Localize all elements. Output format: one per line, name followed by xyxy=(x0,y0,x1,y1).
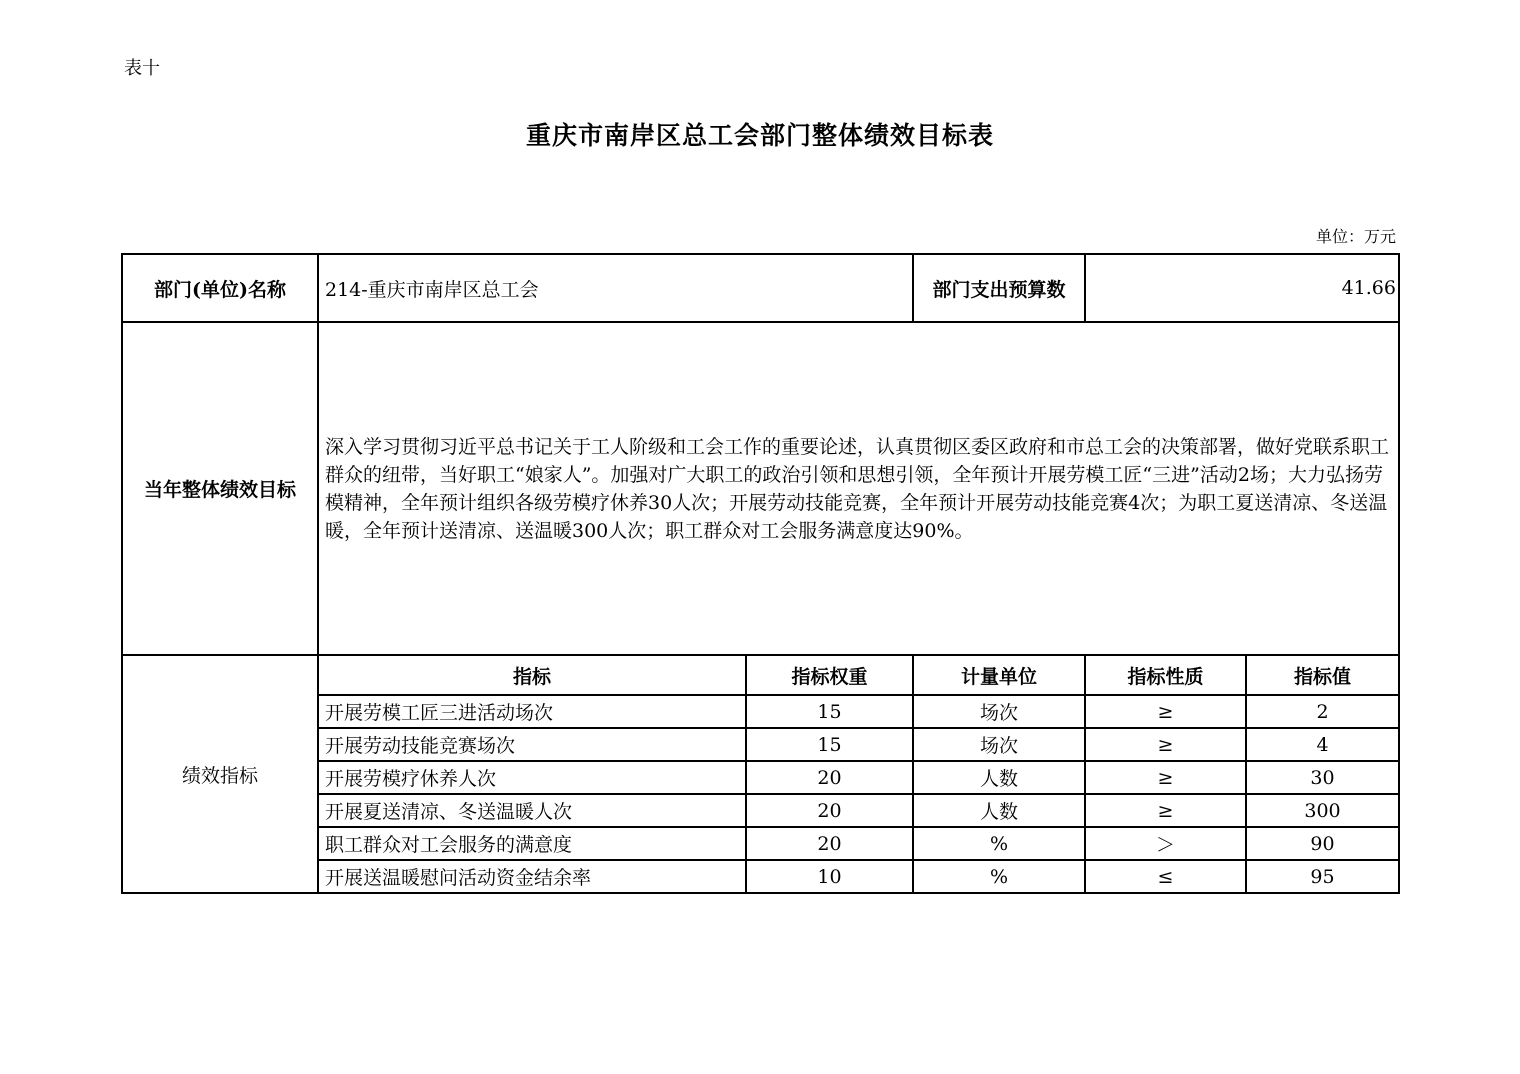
budget-label: 部门支出预算数 xyxy=(913,254,1085,322)
indicator-unit: % xyxy=(913,827,1085,860)
indicator-weight: 20 xyxy=(746,761,913,794)
indicator-unit: 场次 xyxy=(913,695,1085,728)
goal-label: 当年整体绩效目标 xyxy=(122,322,318,655)
indicator-unit: 人数 xyxy=(913,761,1085,794)
indicator-unit: 人数 xyxy=(913,794,1085,827)
indicator-header-row xyxy=(122,655,1399,695)
indicator-weight: 20 xyxy=(746,794,913,827)
indicator-name: 开展劳动技能竞赛场次 xyxy=(318,728,746,761)
indicator-nature: ≥ xyxy=(1085,761,1246,794)
indicator-name: 开展劳模疗休养人次 xyxy=(318,761,746,794)
indicator-nature: ≥ xyxy=(1085,728,1246,761)
indicator-unit: 场次 xyxy=(913,728,1085,761)
indicator-name: 开展送温暖慰问活动资金结余率 xyxy=(318,860,746,893)
indicator-name: 开展劳模工匠三进活动场次 xyxy=(318,695,746,728)
indicator-name: 职工群众对工会服务的满意度 xyxy=(318,827,746,860)
indicator-value: 95 xyxy=(1246,860,1399,893)
indicator-weight: 15 xyxy=(746,728,913,761)
col-header-value: 指标值 xyxy=(1246,655,1399,695)
col-header-unit: 计量单位 xyxy=(913,655,1085,695)
unit-label: 单位：万元 xyxy=(1315,227,1396,246)
department-row xyxy=(122,254,1399,322)
performance-table xyxy=(121,253,1400,894)
col-header-indicator: 指标 xyxy=(318,655,746,695)
goal-text: 深入学习贯彻习近平总书记关于工人阶级和工会工作的重要论述，认真贯彻区委区政府和市总工会的决策部署，做好党联系职工群众的纽带，当好职工“娘家人”。加强对广大职工的政治引领和思想引领，全年预计开展劳模工匠“三进”活动2场；大力弘扬劳模精神，全年预计组织各级劳模疗休养30人次；开展劳动技能竞赛，全年预计开展劳动技能竞赛4次；为职工夏送清凉、冬送温暖，全年预计送清凉、送温暖300人次；职工群众对工会服务满意度达90%。 xyxy=(318,322,1399,655)
indicator-value: 300 xyxy=(1246,794,1399,827)
indicator-weight: 10 xyxy=(746,860,913,893)
dept-name-label: 部门(单位)名称 xyxy=(122,254,318,322)
indicator-value: 30 xyxy=(1246,761,1399,794)
indicator-nature: ＞ xyxy=(1085,827,1246,860)
indicator-value: 4 xyxy=(1246,728,1399,761)
indicator-nature: ≥ xyxy=(1085,695,1246,728)
indicator-weight: 20 xyxy=(746,827,913,860)
indicator-value: 90 xyxy=(1246,827,1399,860)
col-header-nature: 指标性质 xyxy=(1085,655,1246,695)
indicator-name: 开展夏送清凉、冬送温暖人次 xyxy=(318,794,746,827)
indicator-unit: % xyxy=(913,860,1085,893)
indicator-nature: ≤ xyxy=(1085,860,1246,893)
page-title: 重庆市南岸区总工会部门整体绩效目标表 xyxy=(525,121,994,150)
indicators-label: 绩效指标 xyxy=(122,655,318,893)
indicator-nature: ≥ xyxy=(1085,794,1246,827)
indicator-weight: 15 xyxy=(746,695,913,728)
budget-value: 41.66 xyxy=(1085,254,1399,322)
dept-name-value: 214-重庆市南岸区总工会 xyxy=(318,254,913,322)
goal-row xyxy=(122,322,1399,655)
col-header-weight: 指标权重 xyxy=(746,655,913,695)
indicator-value: 2 xyxy=(1246,695,1399,728)
table-number: 表十 xyxy=(124,58,160,79)
